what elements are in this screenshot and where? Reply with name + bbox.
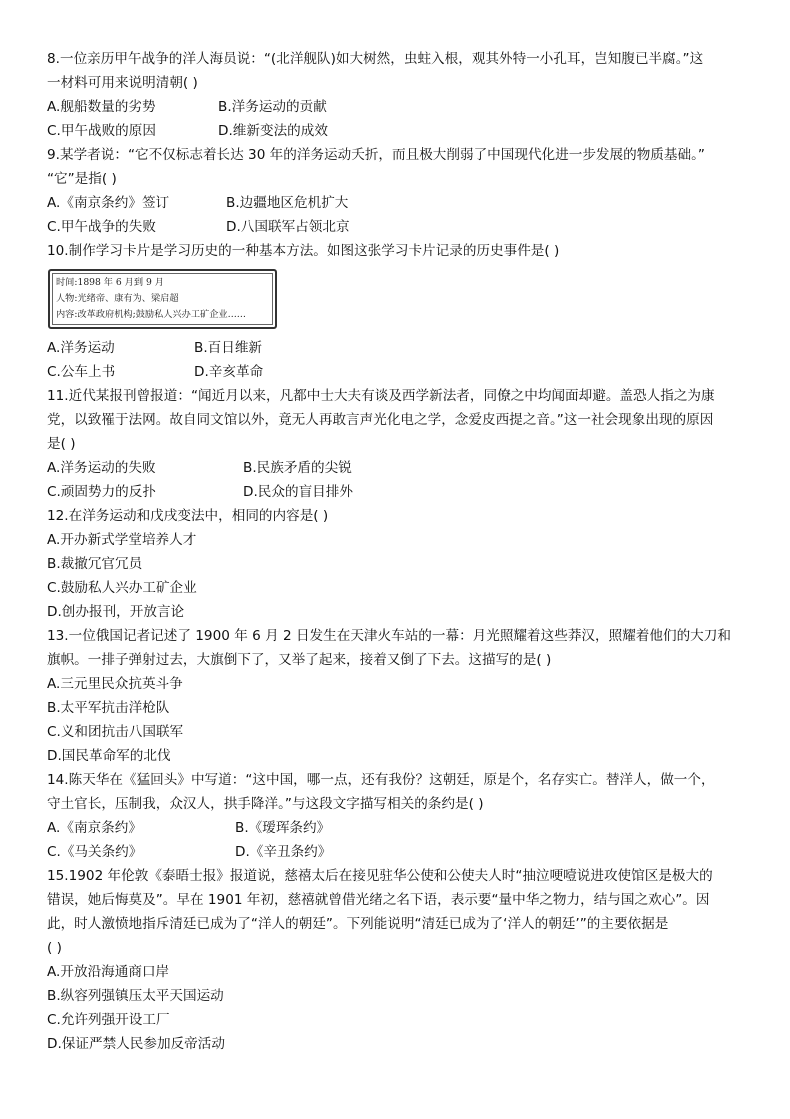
option-d[interactable]: D.八国联军占领北京 (226, 219, 350, 235)
question-12 (47, 504, 747, 624)
option-b[interactable]: B.洋务运动的贡献 (218, 99, 327, 115)
question-stem-line: 15.1902 年伦敦《泰晤士报》报道说，慈禧太后在接见驻华公使和公使夫人时“抽泣哽噎说进攻使馆区是极大的 (47, 868, 713, 884)
card-line: 时间:1898 年 6 月到 9 月 (56, 277, 164, 288)
option-d[interactable]: D.民众的盲目排外 (243, 484, 353, 500)
option-d[interactable]: D.《辛丑条约》 (235, 844, 332, 860)
question-15 (47, 864, 747, 1056)
option-a[interactable]: A.开办新式学堂培养人才 (47, 532, 197, 548)
options-row (47, 95, 747, 119)
option-b[interactable]: B.民族矛盾的尖锐 (243, 460, 352, 476)
question-stem-line: 此，时人激愤地指斥清廷已成为了“洋人的朝廷”。下列能说明“清廷已成为了‘洋人的朝廷’”的主要依据是 (47, 916, 669, 932)
study-card (48, 269, 277, 329)
question-stem-line: “它”是指( ) (47, 171, 117, 187)
option-b[interactable]: B.《瑷珲条约》 (235, 820, 331, 836)
question-11 (47, 384, 747, 504)
option-c[interactable]: C.鼓励私人兴办工矿企业 (47, 580, 197, 596)
question-stem-line: 党，以致罹于法网。故自同文馆以外，竟无人再敢言声光化电之学，念爱皮西提之音。”这一社会现象出现的原因 (47, 412, 714, 428)
question-stem-line: ( ) (47, 940, 62, 956)
question-10-options (47, 336, 747, 384)
option-b[interactable]: B.太平军抗击洋枪队 (47, 700, 170, 716)
option-a[interactable]: A.洋务运动 (47, 340, 115, 356)
card-line: 内容:改革政府机构;鼓励私人兴办工矿企业…… (56, 309, 246, 320)
option-c[interactable]: C.甲午战争的失败 (47, 219, 156, 235)
option-d[interactable]: D.维新变法的成效 (218, 123, 328, 139)
options-row (47, 360, 747, 384)
options-row (47, 119, 747, 143)
option-c[interactable]: C.顽固势力的反扑 (47, 484, 156, 500)
options-row (47, 840, 747, 864)
options-row (47, 816, 747, 840)
card-line: 人物:光绪帝、康有为、梁启超 (56, 293, 179, 304)
option-b[interactable]: B.百日维新 (194, 340, 263, 356)
question-stem-line: 8.一位亲历甲午战争的洋人海员说：“(北洋舰队)如大树然，虫蛀入根，观其外特一小孔耳，岂知腹已半腐。”这 (47, 51, 704, 67)
option-c[interactable]: C.公车上书 (47, 364, 116, 380)
question-stem-line: 10.制作学习卡片是学习历史的一种基本方法。如图这张学习卡片记录的历史事件是( ) (47, 243, 560, 259)
question-stem-line: 守土官长，压制我，众汉人，拱手降洋。”与这段文字描写相关的条约是( ) (47, 796, 484, 812)
options-row (47, 456, 747, 480)
question-stem-line: 11.近代某报刊曾报道：“闻近月以来，凡都中士大夫有谈及西学新法者，同僚之中均闻面却避。盖恐人指之为康 (47, 388, 715, 404)
option-a[interactable]: A.洋务运动的失败 (47, 460, 156, 476)
option-d[interactable]: D.国民革命军的北伐 (47, 748, 171, 764)
option-b[interactable]: B.纵容列强镇压太平天国运动 (47, 988, 224, 1004)
question-8 (47, 47, 747, 143)
question-14 (47, 768, 747, 864)
options-row (47, 480, 747, 504)
option-a[interactable]: A.《南京条约》签订 (47, 195, 170, 211)
option-c[interactable]: C.甲午战败的原因 (47, 123, 156, 139)
question-stem-line: 9.某学者说：“它不仅标志着长达 30 年的洋务运动夭折，而且极大削弱了中国现代化进一步发展的物质基础。” (47, 147, 705, 163)
question-stem-line: 一材料可用来说明清朝( ) (47, 75, 198, 91)
option-c[interactable]: C.《马关条约》 (47, 844, 143, 860)
question-stem-line: 13.一位俄国记者记述了 1900 年 6 月 2 日发生在天津火车站的一幕：月光照耀着这些莽汉，照耀着他们的大刀和 (47, 628, 731, 644)
option-b[interactable]: B.边疆地区危机扩大 (226, 195, 349, 211)
question-13 (47, 624, 747, 768)
question-9 (47, 143, 747, 239)
question-stem-line: 错误，她后悔莫及”。早在 1901 年初，慈禧就曾借光绪之名下语，表示要“量中华之物力，结与国之欢心”。因 (47, 892, 710, 908)
option-d[interactable]: D.保证严禁人民参加反帝活动 (47, 1036, 225, 1052)
options-row (47, 191, 747, 215)
option-c[interactable]: C.允许列强开设工厂 (47, 1012, 170, 1028)
question-stem-line: 12.在洋务运动和戊戌变法中，相同的内容是( ) (47, 508, 329, 524)
option-c[interactable]: C.义和团抗击八国联军 (47, 724, 184, 740)
question-stem-line: 旗帜。一排子弹射过去，大旗倒下了，又举了起来，接着又倒了下去。这描写的是( ) (47, 652, 552, 668)
option-a[interactable]: A.三元里民众抗英斗争 (47, 676, 183, 692)
option-d[interactable]: D.辛亥革命 (194, 364, 264, 380)
option-b[interactable]: B.裁撤冗官冗员 (47, 556, 143, 572)
options-row (47, 215, 747, 239)
option-a[interactable]: A.开放沿海通商口岸 (47, 964, 170, 980)
question-10 (47, 239, 747, 263)
option-a[interactable]: A.《南京条约》 (47, 820, 142, 836)
question-stem-line: 是( ) (47, 436, 76, 452)
option-d[interactable]: D.创办报刊，开放言论 (47, 604, 185, 620)
option-a[interactable]: A.舰船数量的劣势 (47, 99, 156, 115)
question-stem-line: 14.陈天华在《猛回头》中写道：“这中国，哪一点，还有我份？这朝廷，原是个，名存实亡。替洋人，做一个， (47, 772, 715, 788)
options-row (47, 336, 747, 360)
